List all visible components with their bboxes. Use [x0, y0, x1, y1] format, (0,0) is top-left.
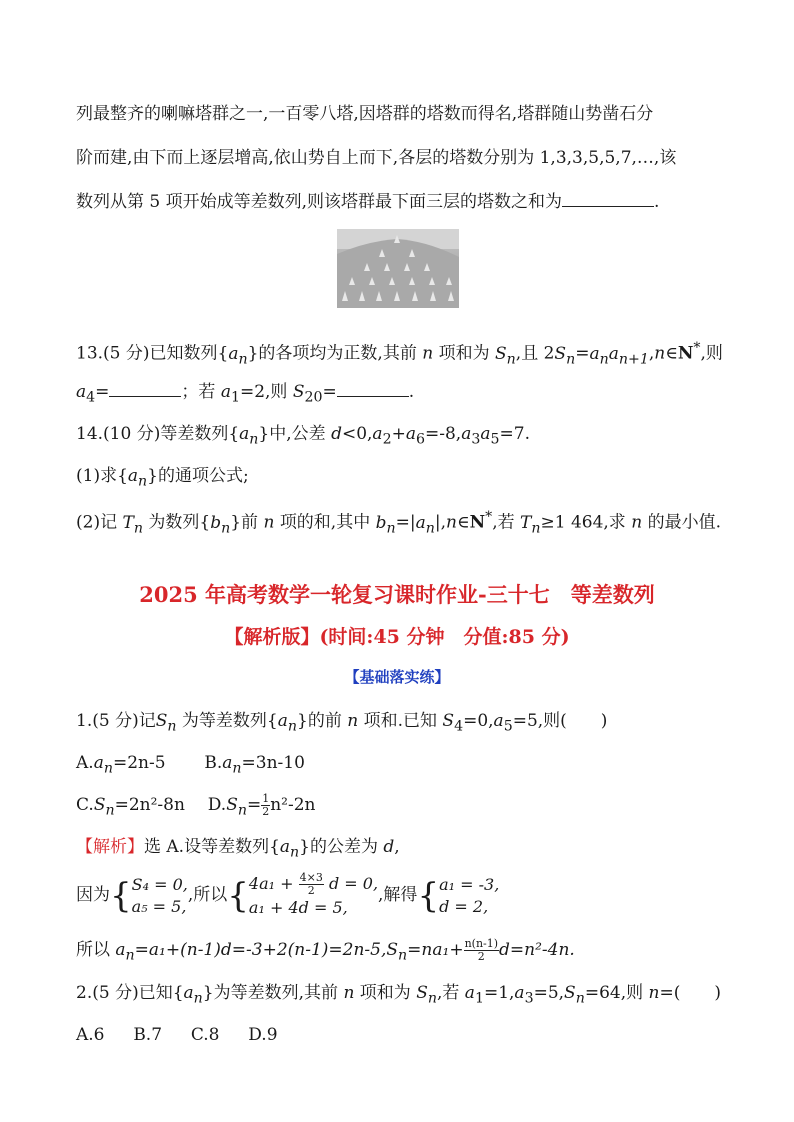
q2-option-c: C.8 — [190, 1025, 220, 1045]
q14-part-1: (1)求$\{a_n\}$的通项公式; — [76, 466, 249, 490]
intro-line-3: 数列从第 5 项开始成等差数列,则该塔群最下面三层的塔数之和为 . — [76, 192, 660, 212]
pagoda-photo — [337, 229, 459, 308]
q1-option-b: $B.a_n=3n-10$ — [204, 753, 305, 777]
q1-solution-systems: 因为{ S₄ = 0, a₅ = 5, ,所以{ 4a₁ + $\frac{4\times 3}{2}$ d = 0, a₁ + 4d = 5, ,解得{ a₁ = -3, d = 2, — [76, 871, 500, 917]
q13-line-1: 13.(5 分)已知数列$\{a_n\}$的各项均为正数,其前 n 项和为 $S_n$,且 $2S_n=a_na_{n+1},n\in N^*$,则 — [76, 340, 723, 368]
q2-option-d: D.9 — [248, 1025, 278, 1045]
q2-options — [76, 1024, 278, 1046]
q2-option-a: A.6 — [76, 1025, 105, 1045]
intro-line-2: 阶而建,由下而上逐层增高,依山势自上而下,各层的塔数分别为 1,3,3,5,5,7,…,该 — [76, 148, 677, 168]
q2-stem: 2.(5 分)已知$\{a_n\}$为等差数列,其前 n 项和为 $S_n$,若 $a_1=1,a_3=5,S_n=64$,则 n=( ) — [76, 983, 721, 1007]
q1-option-a: $A.a_n=2n-5$ — [76, 753, 166, 777]
q13-line-2: $a_4=$ ；若 $a_1=2$,则 $S_{20}=$ . — [76, 382, 415, 406]
q1-options-cd — [76, 793, 316, 821]
q1-solution-final: 所以 $a_n=a_1+(n-1)d=-3+2(n-1)=2n-5,S_n=na_1+$ $\frac{n(n-1)}{2}$ d=n²-4n. — [76, 937, 575, 964]
q1-solution-intro: 【解析】选 A.设等差数列$\{a_n\}$的公差为 d, — [76, 837, 400, 861]
intro-line-1: 列最整齐的喇嘛塔群之一,一百零八塔,因塔群的塔数而得名,塔群随山势凿石分 — [76, 104, 654, 124]
section-heading: 【基础落实练】 — [344, 668, 450, 686]
q1-option-c: $C.S_n=2n^2-8n$ — [76, 795, 185, 819]
solution-tag: 【解析】 — [76, 837, 144, 857]
q14-stem: 14.(10 分)等差数列$\{a_n\}$中,公差 $d<0,a_2+a_6=-8,a_3a_5=7$. — [76, 424, 530, 448]
q2-option-b: B.7 — [133, 1025, 163, 1045]
q1-options-ab — [76, 752, 305, 779]
doc-title: 2025 年高考数学一轮复习课时作业-三十七 等差数列 — [139, 582, 655, 607]
q1-stem: 1.(5 分)记$S_n$ 为等差数列$\{a_n\}$的前 n 项和.已知 $S_4=0,a_5=5$,则( ) — [76, 711, 608, 735]
q1-option-d: $D.S_n=$ $\frac{1}{2}$ n²-2n — [207, 792, 316, 819]
doc-subtitle: 【解析版】(时间:45 分钟 分值:85 分) — [224, 626, 570, 648]
q14-part-2: (2)记 $T_n$ 为数列$\{b_n\}$前 n 项的和,其中 $b_n=|a_n|,n\in N^*$,若 $T_n\ge 1$ 464,求 n 的最小值. — [76, 509, 721, 537]
